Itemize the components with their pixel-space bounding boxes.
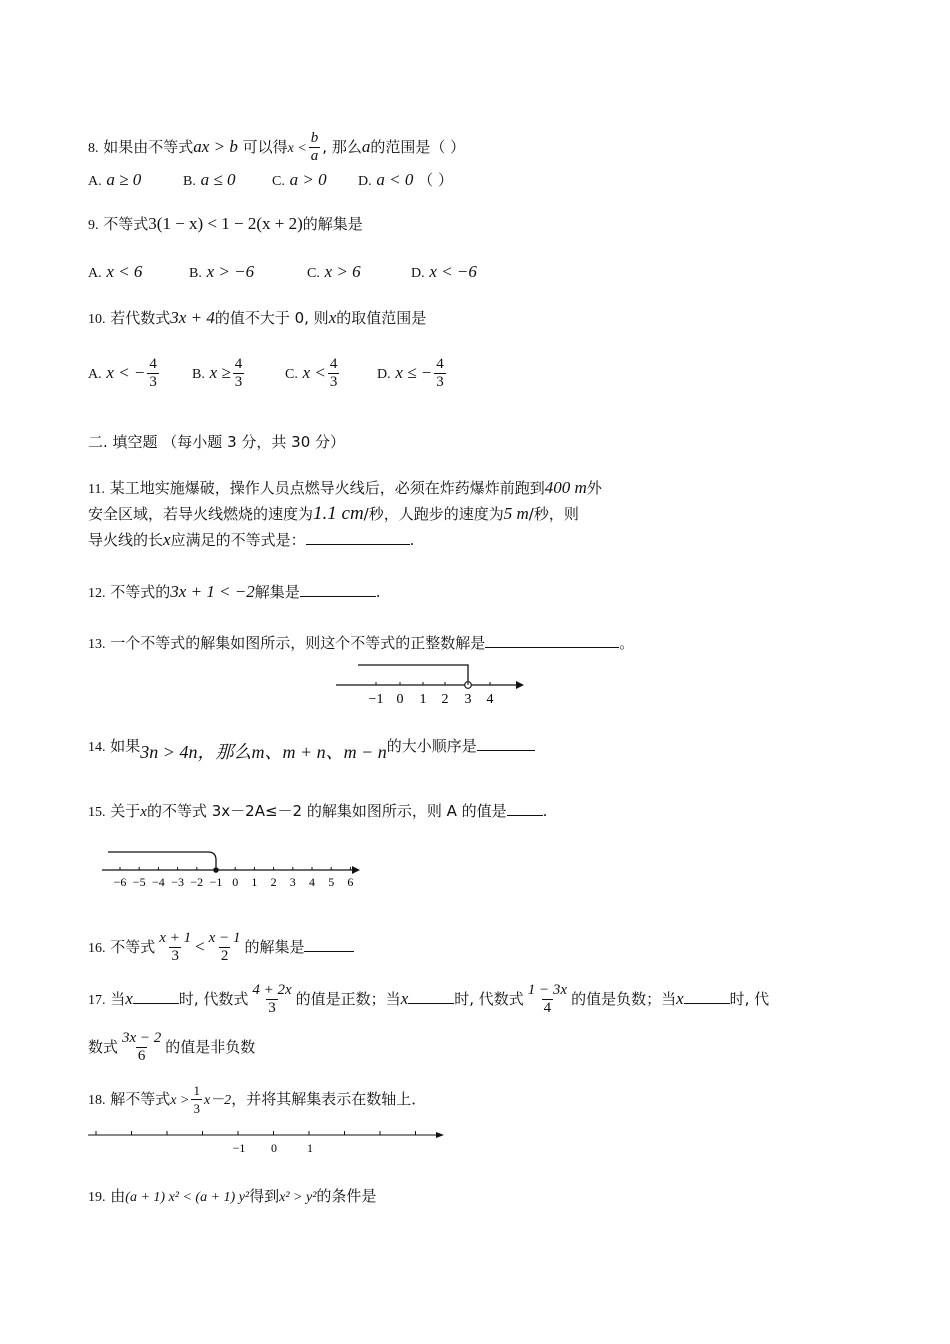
- option-label: D.: [411, 266, 425, 281]
- question-number: 17.: [88, 993, 106, 1008]
- fraction-denominator: 3: [234, 374, 243, 390]
- fraction: [147, 356, 159, 391]
- math-expression: x <: [287, 141, 307, 156]
- option-a: [88, 170, 141, 192]
- question-text: 当: [110, 990, 126, 1008]
- fraction: [526, 982, 569, 1017]
- option-expression: x <: [302, 363, 326, 382]
- tick-label: −1: [209, 875, 223, 889]
- question-18: [88, 1082, 426, 1117]
- option-c: [307, 262, 361, 284]
- math-variable: x: [125, 989, 133, 1008]
- option-expression: x > −6: [206, 262, 255, 281]
- tick-label: −3: [171, 875, 184, 889]
- question-number: 18.: [88, 1093, 106, 1108]
- question-number: 15.: [88, 805, 106, 820]
- axis-arrow: [436, 1132, 444, 1138]
- tick-group: [96, 1131, 416, 1135]
- solution-ray: [108, 852, 216, 867]
- option-c: [272, 170, 327, 192]
- question-15: [88, 801, 547, 823]
- question-text: 的解集是: [244, 938, 305, 956]
- tick-label: 1: [307, 1141, 313, 1155]
- fraction-denominator: 6: [137, 1048, 146, 1064]
- fraction: [233, 356, 245, 391]
- fraction-numerator: 4: [149, 356, 157, 372]
- option-expression: a ≥ 0: [106, 170, 142, 189]
- fraction: [328, 356, 340, 391]
- answer-paren: （ ）: [418, 171, 453, 189]
- question-text: , 那么: [322, 138, 362, 156]
- section-heading: 二. 填空题 （每小题 3 分，共 30 分）: [88, 433, 346, 451]
- fraction: [309, 130, 321, 165]
- question-text: 关于: [110, 802, 141, 820]
- question-text: /秒，则: [528, 505, 579, 523]
- fraction-numerator: 1 − 3x: [527, 982, 568, 998]
- question-text: 的条件是: [316, 1187, 377, 1205]
- question-text: 的大小顺序是: [386, 737, 477, 755]
- tick-label: 4: [309, 875, 315, 889]
- tick-label: 0: [232, 875, 239, 889]
- math-variable: x: [163, 530, 171, 549]
- fraction: [434, 356, 446, 391]
- punctuation: .: [542, 802, 548, 820]
- question-text: 外: [586, 479, 602, 497]
- tick-label: 3: [464, 692, 472, 707]
- question-13: [88, 633, 634, 655]
- question-text: 某工地实施爆破，操作人员点燃导火线后，必须在炸药爆炸前跑到: [109, 479, 545, 497]
- question-text: ，并将其解集表示在数轴上．: [231, 1090, 427, 1108]
- tick-label: −2: [190, 875, 204, 889]
- fraction-numerator: x + 1: [159, 930, 192, 946]
- question-19: [88, 1186, 376, 1208]
- number-line-q18: [84, 1126, 454, 1158]
- tick-label: −6: [113, 875, 127, 889]
- math-variable: x: [676, 989, 684, 1008]
- option-expression: x ≥: [209, 363, 231, 382]
- question-text: 导火线的长: [88, 531, 164, 549]
- question-10: [88, 308, 426, 330]
- question-8: [88, 130, 465, 165]
- option-a: [88, 356, 161, 391]
- tick-label: 1: [251, 875, 258, 889]
- math-expression: 1.1 cm: [313, 503, 364, 524]
- fraction: [157, 930, 193, 965]
- option-expression: x < −: [106, 363, 146, 382]
- punctuation: 。: [619, 634, 635, 652]
- fraction-numerator: 4: [329, 356, 338, 372]
- option-b: [189, 262, 254, 284]
- axis-arrow: [352, 866, 360, 874]
- fraction-denominator: 3: [329, 374, 338, 390]
- fraction-denominator: 3: [171, 948, 179, 964]
- question-text: 解不等式: [110, 1090, 171, 1108]
- tick-label: −1: [368, 692, 384, 707]
- tick-label: 1: [419, 692, 427, 707]
- fraction-numerator: 4: [234, 356, 243, 372]
- number-line-q13: [330, 658, 530, 718]
- tick-label: −4: [152, 875, 165, 889]
- solution-ray: [358, 665, 468, 681]
- question-11-line-3: [88, 530, 414, 550]
- math-expression: x－2: [203, 1093, 232, 1108]
- math-expression: 3n > 4n，那么m、m + n、m − n: [140, 742, 387, 762]
- math-expression: x² > y²: [279, 1190, 317, 1205]
- fraction-numerator: x − 1: [208, 930, 241, 946]
- option-d: [358, 170, 453, 192]
- tick-label: 0: [271, 1141, 277, 1155]
- question-number: 14.: [88, 740, 106, 755]
- tick-label: 6: [347, 875, 354, 889]
- question-text: 可以得: [242, 138, 288, 156]
- option-d: [411, 262, 477, 284]
- option-label: C.: [307, 266, 320, 281]
- answer-blank[interactable]: [507, 801, 543, 816]
- question-17-line-2: [88, 1030, 255, 1065]
- question-9: [88, 214, 363, 236]
- answer-blank[interactable]: [306, 530, 410, 545]
- question-17: [88, 982, 769, 1017]
- option-label: D.: [377, 367, 391, 382]
- option-b: [183, 170, 235, 192]
- question-text: 时, 代数式: [178, 990, 249, 1008]
- question-text: 的值是非负数: [165, 1038, 256, 1056]
- option-expression: x < −6: [429, 262, 477, 281]
- option-d: [377, 356, 448, 391]
- question-text: 的范围是（ ）: [370, 138, 466, 156]
- fraction-denominator: 3: [193, 1101, 200, 1116]
- math-variable: x: [328, 308, 337, 327]
- math-variable: x: [400, 989, 409, 1008]
- question-16: [88, 930, 354, 965]
- option-c: [285, 356, 341, 391]
- question-text: 得到: [249, 1187, 280, 1205]
- question-text: 若代数式: [110, 309, 171, 327]
- option-label: A.: [88, 367, 102, 382]
- question-text: 的解集是: [302, 215, 363, 233]
- math-expression: 3(1 − x) < 1 − 2(x + 2): [148, 214, 303, 233]
- option-expression: x > 6: [324, 262, 361, 281]
- math-expression: 3x + 4: [170, 308, 215, 327]
- number-line-q15: [96, 842, 368, 894]
- question-text: 的值是正数；当: [295, 990, 401, 1008]
- option-label: C.: [272, 174, 285, 189]
- fraction-denominator: 4: [543, 1000, 552, 1016]
- option-label: C.: [285, 367, 298, 382]
- math-variable: x: [140, 804, 147, 820]
- question-11: [88, 478, 602, 500]
- question-12: [88, 582, 381, 604]
- fraction: [250, 982, 293, 1017]
- fraction-denominator: 2: [220, 948, 229, 964]
- answer-blank[interactable]: [133, 989, 179, 1004]
- question-text: 不等式: [103, 215, 149, 233]
- option-expression: a < 0: [376, 170, 414, 189]
- math-expression: x >: [170, 1093, 190, 1108]
- fraction: [120, 1030, 163, 1065]
- option-label: B.: [192, 367, 205, 382]
- question-text: 时, 代数式: [454, 990, 524, 1008]
- question-text: 应满足的不等式是：: [170, 531, 306, 549]
- option-expression: x ≤ −: [395, 363, 433, 382]
- option-label: D.: [358, 174, 372, 189]
- option-a: [88, 262, 142, 284]
- question-text: 的值是负数；当: [571, 990, 677, 1008]
- question-text: 的值不大于 0, 则: [214, 309, 329, 327]
- question-text: 由: [110, 1187, 126, 1205]
- option-expression: x < 6: [106, 262, 143, 281]
- fraction-denominator: 3: [436, 374, 444, 390]
- answer-blank[interactable]: [485, 633, 619, 648]
- question-text: 如果由不等式: [103, 138, 194, 156]
- answer-blank[interactable]: [477, 736, 535, 751]
- fraction: [191, 1082, 202, 1117]
- option-label: B.: [189, 266, 202, 281]
- fraction-numerator: 3x − 2: [122, 1030, 162, 1046]
- answer-blank[interactable]: [408, 989, 454, 1004]
- question-number: 19.: [88, 1190, 106, 1205]
- question-text: 的不等式 3x－2A≤－2 的解集如图所示，则 A 的值是: [146, 802, 507, 820]
- question-11-line-2: [88, 504, 579, 524]
- tick-label: −5: [132, 875, 146, 889]
- math-variable: a: [361, 137, 371, 156]
- tick-label: 2: [441, 692, 449, 707]
- answer-blank[interactable]: [300, 582, 376, 597]
- math-expression: 3x + 1 < −2: [170, 582, 255, 601]
- tick-label: 3: [289, 875, 296, 889]
- option-label: B.: [183, 174, 196, 189]
- question-number: 11.: [88, 482, 105, 497]
- answer-blank[interactable]: [304, 937, 354, 952]
- option-label: A.: [88, 266, 102, 281]
- question-text: 解集是: [254, 583, 300, 601]
- question-text: 时, 代: [729, 990, 770, 1008]
- question-number: 9.: [88, 218, 99, 233]
- fraction-denominator: 3: [268, 1000, 276, 1016]
- tick-label: 4: [486, 692, 494, 707]
- math-expression: 5 m: [503, 504, 529, 523]
- fraction-numerator: 1: [193, 1083, 200, 1098]
- question-text: 安全区域，若导火线燃烧的速度为: [88, 505, 314, 523]
- question-number: 8.: [88, 141, 99, 156]
- question-number: 16.: [88, 941, 106, 956]
- question-14: [88, 735, 535, 762]
- math-expression: ax > b: [193, 137, 238, 156]
- fraction-denominator: a: [310, 148, 319, 164]
- question-text: 的取值范围是: [336, 309, 427, 327]
- option-b: [192, 356, 246, 391]
- question-text: 不等式: [110, 938, 156, 956]
- option-expression: a ≤ 0: [200, 170, 236, 189]
- fraction-numerator: 4 + 2x: [252, 982, 292, 998]
- tick-label: 5: [328, 875, 335, 889]
- question-text: 一个不等式的解集如图所示，则这个不等式的正整数解是: [110, 634, 486, 652]
- question-text: /秒，人跑步的速度为: [363, 505, 504, 523]
- question-text: 如果: [110, 737, 141, 755]
- axis-arrow: [516, 681, 524, 689]
- math-expression: 400 m: [544, 478, 587, 497]
- question-number: 10.: [88, 312, 106, 327]
- math-operator: <: [195, 937, 205, 956]
- question-text: 数式: [88, 1038, 119, 1056]
- fraction-numerator: 4: [436, 356, 444, 372]
- fraction-numerator: b: [310, 130, 319, 146]
- question-text: 不等式的: [110, 583, 171, 601]
- question-number: 12.: [88, 586, 106, 601]
- option-label: A.: [88, 174, 102, 189]
- punctuation: .: [375, 583, 381, 601]
- option-expression: a > 0: [289, 170, 327, 189]
- tick-label: −1: [232, 1141, 246, 1155]
- answer-blank[interactable]: [684, 989, 730, 1004]
- fraction-denominator: 3: [149, 374, 157, 390]
- question-number: 13.: [88, 637, 106, 652]
- tick-label: 2: [270, 875, 277, 889]
- punctuation: .: [409, 531, 415, 549]
- tick-label: 0: [396, 692, 404, 707]
- fraction: [207, 930, 243, 965]
- math-expression: (a + 1) x² < (a + 1) y²: [125, 1190, 250, 1205]
